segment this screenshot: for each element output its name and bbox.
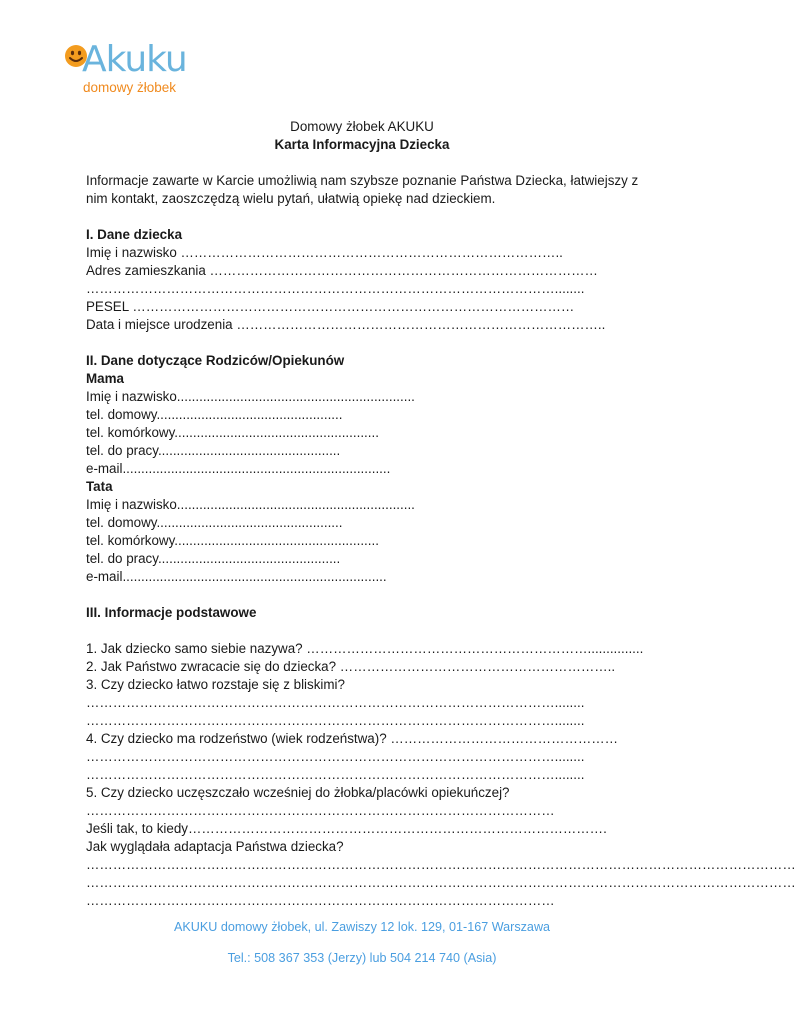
- field-address: Adres zamieszkania ……………………………………………………………………………: [86, 263, 598, 278]
- mama-work-phone: tel. do pracy.................................................: [86, 443, 341, 458]
- q4-answer-line: ……………………………………………………………………………………………........: [86, 767, 585, 782]
- mama-name: Imię i nazwisko................................................................: [86, 389, 415, 404]
- q5-answer-line: ……………………………………………………………………………………………: [86, 803, 555, 818]
- q4-answer-line: ……………………………………………………………………………………………........: [86, 749, 585, 764]
- tata-title: Tata: [86, 479, 113, 494]
- footer-phone: Tel.: 508 367 353 (Jerzy) lub 504 214 740 (Asia): [227, 951, 497, 965]
- footer-address: AKUKU domowy żłobek, ul. Zawiszy 12 lok. 129, 01-167 Warszawa: [173, 920, 551, 934]
- q-adaptation: Jak wyglądała adaptacja Państwa dziecka?: [86, 839, 344, 854]
- section2-title: II. Dane dotyczące Rodziców/Opiekunów: [86, 353, 345, 368]
- field-child-name: Imię i nazwisko …………………………………………………………………………..: [86, 245, 563, 260]
- field-pesel: PESEL ………………………………………………………………………………………: [86, 299, 575, 314]
- intro-line1: Informacje zawarte w Karcie umożliwią nam szybsze poznanie Państwa Dziecka, łatwiejszy z: [86, 173, 639, 188]
- mama-email: e-mail........................................................................: [86, 461, 391, 476]
- header-line1: Domowy żłobek AKUKU: [290, 119, 434, 134]
- mama-home-phone: tel. domowy..................................................: [86, 407, 343, 422]
- mama-title: Mama: [86, 371, 124, 386]
- logo-brand: Akuku: [82, 39, 187, 80]
- section3-title: III. Informacje podstawowe: [86, 605, 257, 620]
- q3-answer-line: ……………………………………………………………………………………………........: [86, 695, 585, 710]
- tata-name: Imię i nazwisko................................................................: [86, 497, 415, 512]
- document-title: Karta Informacyjna Dziecka: [274, 137, 450, 152]
- logo-subtitle: domowy żłobek: [83, 80, 177, 95]
- q3: 3. Czy dziecko łatwo rozstaje się z bliskimi?: [86, 677, 345, 692]
- logo: [62, 40, 192, 100]
- section1-title: I. Dane dziecka: [86, 227, 183, 242]
- adaptation-answer-line: ……………………………………………………………………………………………………………………………………………: [86, 875, 796, 890]
- q5: 5. Czy dziecko uczęszczało wcześniej do żłobka/placówki opiekuńczej?: [86, 785, 510, 800]
- tata-work-phone: tel. do pracy.................................................: [86, 551, 341, 566]
- q1: 1. Jak dziecko samo siebie nazywa? ………………………………………………………...............: [86, 641, 644, 656]
- adaptation-answer-line: ……………………………………………………………………………………………: [86, 893, 555, 908]
- field-birth: Data i miejsce urodzenia ………………………………………………………………………..: [86, 317, 606, 332]
- tata-mobile: tel. komórkowy.......................................................: [86, 533, 379, 548]
- intro-line2: nim kontakt, zaoszczędzą wielu pytań, ułatwią opiekę nad dzieckiem.: [86, 191, 496, 206]
- q5-when: Jeśli tak, to kiedy………………………………………………………………………………….: [86, 821, 607, 836]
- field-address-cont: ……………………………………………………………………………………………........: [86, 281, 585, 296]
- adaptation-answer-line: ……………………………………………………………………………………………………………………………………………: [86, 857, 796, 872]
- section1-fields: [86, 244, 646, 334]
- mama-mobile: tel. komórkowy.......................................................: [86, 425, 379, 440]
- q3-answer-line: ……………………………………………………………………………………………........: [86, 713, 585, 728]
- tata-email: e-mail.......................................................................: [86, 569, 387, 584]
- q4: 4. Czy dziecko ma rodzeństwo (wiek rodzeństwa)? ……………………………………………: [86, 731, 619, 746]
- document-body: [86, 118, 796, 910]
- tata-home-phone: tel. domowy..................................................: [86, 515, 343, 530]
- q2: 2. Jak Państwo zwracacie się do dziecka? ……………………………………………………..: [86, 659, 616, 674]
